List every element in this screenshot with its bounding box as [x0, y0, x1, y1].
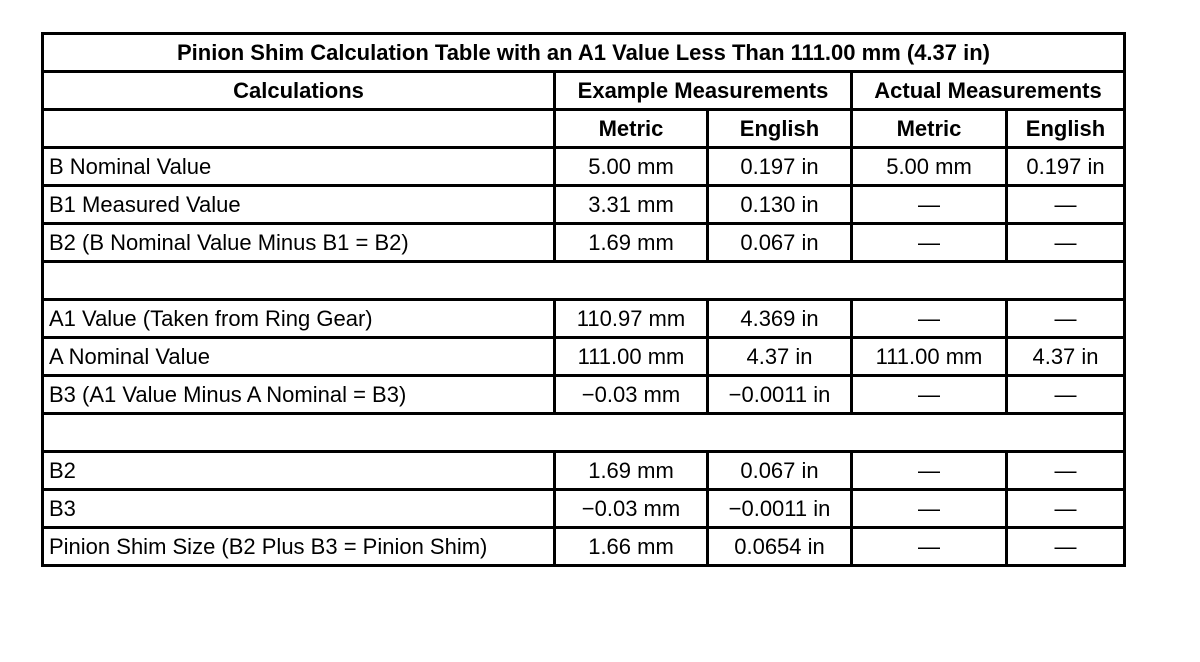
example-english-cell: −0.0011 in	[708, 490, 852, 528]
row-label: B3 (A1 Value Minus A Nominal = B3)	[43, 376, 555, 414]
table-row	[43, 452, 1125, 490]
row-label: B Nominal Value	[43, 148, 555, 186]
pinion-shim-table	[41, 32, 1126, 567]
table-row	[43, 148, 1125, 186]
actual-english-cell: —	[1007, 186, 1125, 224]
example-metric-header: Metric	[555, 110, 708, 148]
row-label: B2	[43, 452, 555, 490]
empty-header-cell	[43, 110, 555, 148]
table-row	[43, 186, 1125, 224]
actual-english-cell: —	[1007, 300, 1125, 338]
spacer-row	[43, 414, 1125, 452]
table-row	[43, 338, 1125, 376]
example-english-cell: 4.369 in	[708, 300, 852, 338]
actual-metric-cell: 111.00 mm	[852, 338, 1007, 376]
row-label: B2 (B Nominal Value Minus B1 = B2)	[43, 224, 555, 262]
spacer-cell	[43, 262, 1125, 300]
table-row	[43, 376, 1125, 414]
actual-metric-cell: —	[852, 490, 1007, 528]
row-label: Pinion Shim Size (B2 Plus B3 = Pinion Shim)	[43, 528, 555, 566]
actual-english-cell: —	[1007, 224, 1125, 262]
example-metric-cell: 3.31 mm	[555, 186, 708, 224]
spacer-row	[43, 262, 1125, 300]
row-label: A Nominal Value	[43, 338, 555, 376]
example-english-cell: 0.067 in	[708, 452, 852, 490]
unit-header-row	[43, 110, 1125, 148]
example-metric-cell: 1.69 mm	[555, 224, 708, 262]
actual-english-cell: —	[1007, 452, 1125, 490]
row-label: B3	[43, 490, 555, 528]
example-english-cell: 0.197 in	[708, 148, 852, 186]
table-row	[43, 528, 1125, 566]
example-metric-cell: 1.66 mm	[555, 528, 708, 566]
row-label: A1 Value (Taken from Ring Gear)	[43, 300, 555, 338]
actual-english-cell: —	[1007, 490, 1125, 528]
example-english-cell: −0.0011 in	[708, 376, 852, 414]
example-english-cell: 4.37 in	[708, 338, 852, 376]
example-english-cell: 0.130 in	[708, 186, 852, 224]
actual-metric-cell: —	[852, 186, 1007, 224]
actual-metric-cell: —	[852, 452, 1007, 490]
table-row	[43, 490, 1125, 528]
table-title: Pinion Shim Calculation Table with an A1 Value Less Than 111.00 mm (4.37 in)	[43, 34, 1125, 72]
group-header-row	[43, 72, 1125, 110]
actual-metric-header: Metric	[852, 110, 1007, 148]
row-label: B1 Measured Value	[43, 186, 555, 224]
actual-english-cell: 4.37 in	[1007, 338, 1125, 376]
example-metric-cell: 110.97 mm	[555, 300, 708, 338]
example-english-cell: 0.067 in	[708, 224, 852, 262]
example-english-header: English	[708, 110, 852, 148]
actual-metric-cell: 5.00 mm	[852, 148, 1007, 186]
example-metric-cell: 111.00 mm	[555, 338, 708, 376]
actual-metric-cell: —	[852, 376, 1007, 414]
actual-english-header: English	[1007, 110, 1125, 148]
table-row	[43, 224, 1125, 262]
actual-metric-cell: —	[852, 300, 1007, 338]
title-row	[43, 34, 1125, 72]
example-metric-cell: 5.00 mm	[555, 148, 708, 186]
actual-metric-cell: —	[852, 224, 1007, 262]
example-metric-cell: −0.03 mm	[555, 376, 708, 414]
actual-english-cell: —	[1007, 376, 1125, 414]
table-row	[43, 300, 1125, 338]
example-english-cell: 0.0654 in	[708, 528, 852, 566]
spacer-cell	[43, 414, 1125, 452]
actual-measurements-header: Actual Measurements	[852, 72, 1125, 110]
actual-english-cell: 0.197 in	[1007, 148, 1125, 186]
calculations-header: Calculations	[43, 72, 555, 110]
actual-english-cell: —	[1007, 528, 1125, 566]
example-measurements-header: Example Measurements	[555, 72, 852, 110]
example-metric-cell: −0.03 mm	[555, 490, 708, 528]
actual-metric-cell: —	[852, 528, 1007, 566]
example-metric-cell: 1.69 mm	[555, 452, 708, 490]
